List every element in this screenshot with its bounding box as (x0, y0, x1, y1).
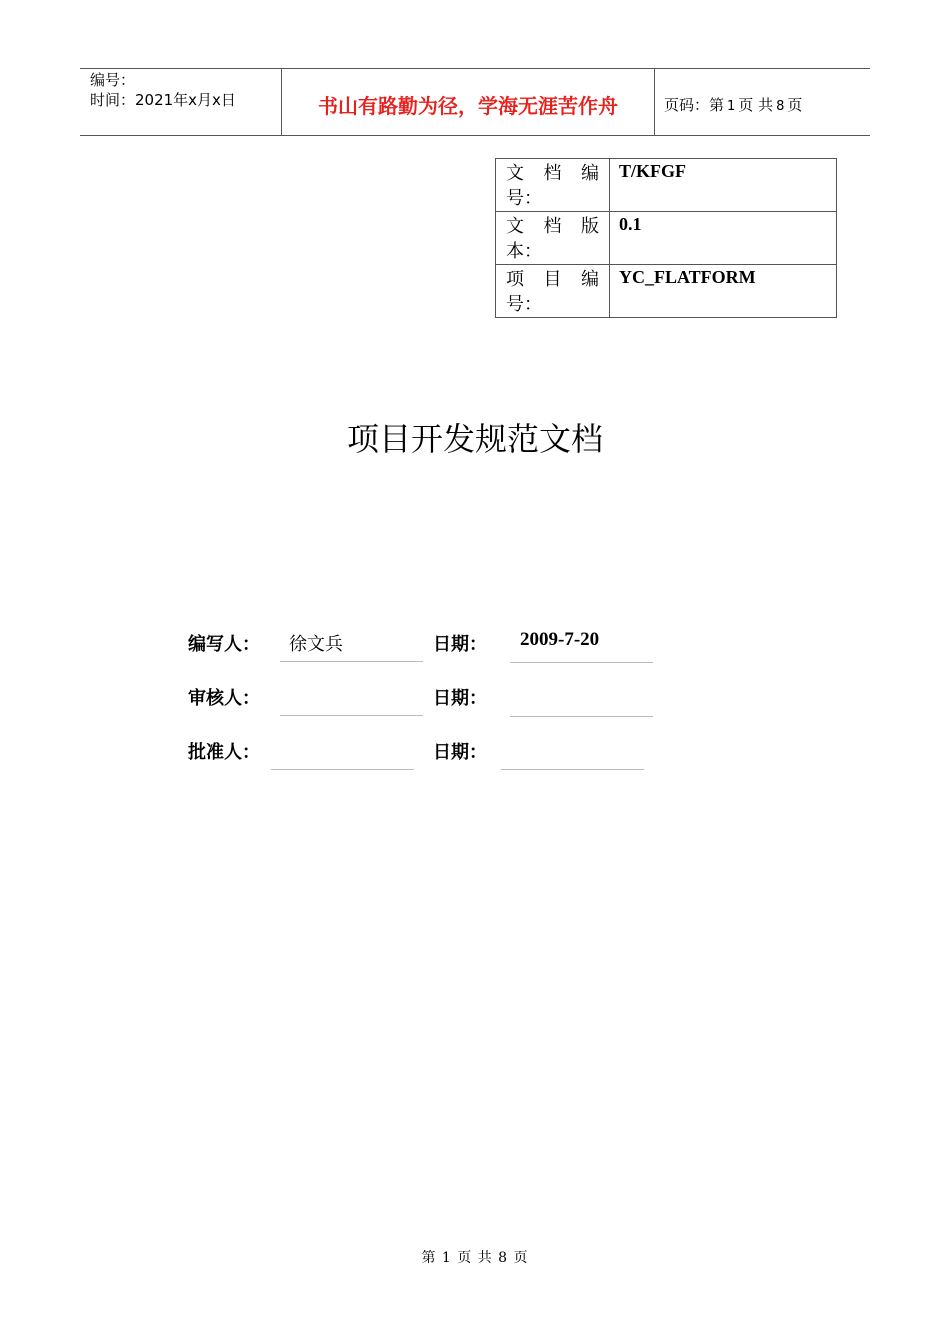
author-value: 徐文兵 (289, 634, 343, 655)
page-mid: 页 共 (738, 96, 774, 114)
approver-date-label: 日期： (433, 742, 487, 763)
reviewer-date-label: 日期： (433, 688, 487, 709)
author-underline (280, 661, 423, 662)
reviewer-underline (280, 715, 423, 716)
reviewer-date-underline (510, 716, 653, 717)
author-date-label: 日期： (433, 634, 487, 655)
info-value: 0.1 (610, 212, 837, 265)
info-key: 项 目 编 号： (496, 265, 610, 318)
info-key: 文 档 编 号： (496, 159, 610, 212)
info-value: YC_FLATFORM (610, 265, 837, 318)
info-value: T/KFGF (610, 159, 837, 212)
header-top-rule (80, 68, 870, 69)
author-label: 编写人： (188, 634, 260, 655)
header-page-indicator (664, 94, 802, 115)
info-row-project-number (496, 265, 837, 318)
page-current: 1 (727, 99, 736, 114)
page-footer: 第 1 页 共 8 页 (421, 1250, 529, 1266)
header-motto: 书山有路勤为径，学海无涯苦作舟 (318, 94, 618, 118)
page-suffix: 页 (787, 96, 803, 114)
reviewer-label: 审核人： (188, 688, 260, 709)
header-meta (90, 70, 236, 110)
approver-label: 批准人： (188, 742, 260, 763)
approver-underline (271, 769, 414, 770)
approver-date-underline (501, 769, 644, 770)
page-total: 8 (776, 99, 785, 114)
info-row-doc-number (496, 159, 837, 212)
document-info-table (495, 158, 837, 318)
info-key: 文 档 版 本： (496, 212, 610, 265)
header-number-label: 编号： (90, 71, 136, 89)
header-time-label: 时间：2021年x月x日 (90, 91, 236, 109)
author-date-value: 2009-7-20 (520, 629, 600, 650)
header-bottom-rule (80, 135, 870, 136)
info-row-doc-version (496, 212, 837, 265)
header-divider-right (654, 68, 655, 136)
author-date-underline (510, 662, 653, 663)
document-title: 项目开发规范文档 (346, 420, 603, 458)
page-prefix: 页码：第 (664, 96, 725, 114)
